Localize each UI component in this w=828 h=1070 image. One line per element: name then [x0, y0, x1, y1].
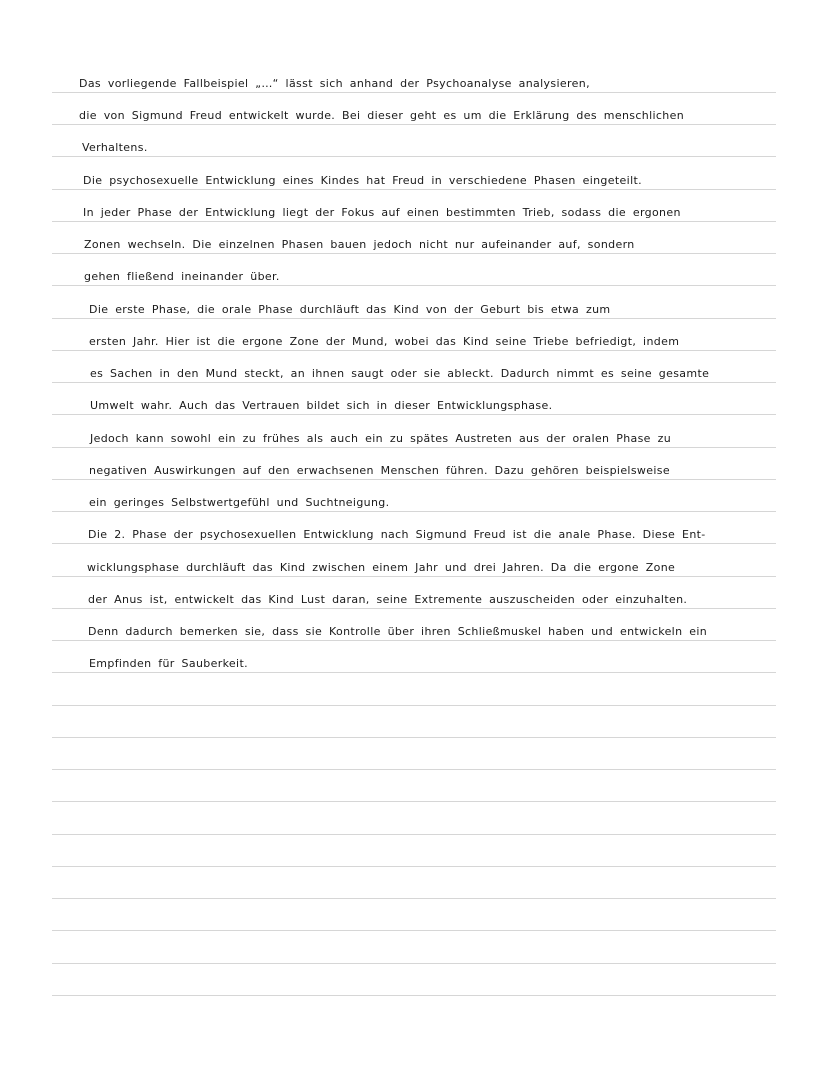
- text-line: Das vorliegende Fallbeispiel „…“ lässt sich anhand der Psychoanalyse analysieren,: [79, 77, 590, 90]
- text-line: es Sachen in den Mund steckt, an ihnen saugt oder sie ableckt. Dadurch nimmt es seine gesamte: [90, 367, 710, 380]
- text-line: gehen fließend ineinander über.: [84, 270, 280, 283]
- text-line: die von Sigmund Freud entwickelt wurde. Bei dieser geht es um die Erklärung des menschlichen: [79, 109, 685, 122]
- text-line: ersten Jahr. Hier ist die ergone Zone der Mund, wobei das Kind seine Triebe befriedigt, indem: [89, 335, 680, 348]
- text-line: der Anus ist, entwickelt das Kind Lust daran, seine Extremente auszuscheiden oder einzuhalten.: [88, 593, 688, 606]
- text-line: Zonen wechseln. Die einzelnen Phasen bauen jedoch nicht nur aufeinander auf, sondern: [84, 238, 635, 251]
- text-line: Verhaltens.: [82, 141, 148, 154]
- text-line: ein geringes Selbstwertgefühl und Suchtneigung.: [89, 496, 390, 509]
- text-line: wicklungsphase durchläuft das Kind zwischen einem Jahr und drei Jahren. Da die ergone Zone: [87, 561, 676, 574]
- text-line: Die 2. Phase der psychosexuellen Entwicklung nach Sigmund Freud ist die anale Phase. Diese Ent-: [88, 528, 706, 541]
- text-line: Jedoch kann sowohl ein zu frühes als auch ein zu spätes Austreten aus der oralen Phase zu: [90, 432, 672, 445]
- text-line: Umwelt wahr. Auch das Vertrauen bildet sich in dieser Entwicklungsphase.: [90, 399, 553, 412]
- text-line: Empfinden für Sauberkeit.: [89, 657, 248, 670]
- text-line: In jeder Phase der Entwicklung liegt der Fokus auf einen bestimmten Trieb, sodass die ergonen: [83, 206, 681, 219]
- text-line: Die erste Phase, die orale Phase durchläuft das Kind von der Geburt bis etwa zum: [89, 303, 611, 316]
- text-line: negativen Auswirkungen auf den erwachsenen Menschen führen. Dazu gehören beispielsweise: [89, 464, 670, 477]
- text-line: Denn dadurch bemerken sie, dass sie Kontrolle über ihren Schließmuskel haben und entwickeln ein: [88, 625, 708, 638]
- text-line: Die psychosexuelle Entwicklung eines Kindes hat Freud in verschiedene Phasen eingeteilt.: [83, 174, 642, 187]
